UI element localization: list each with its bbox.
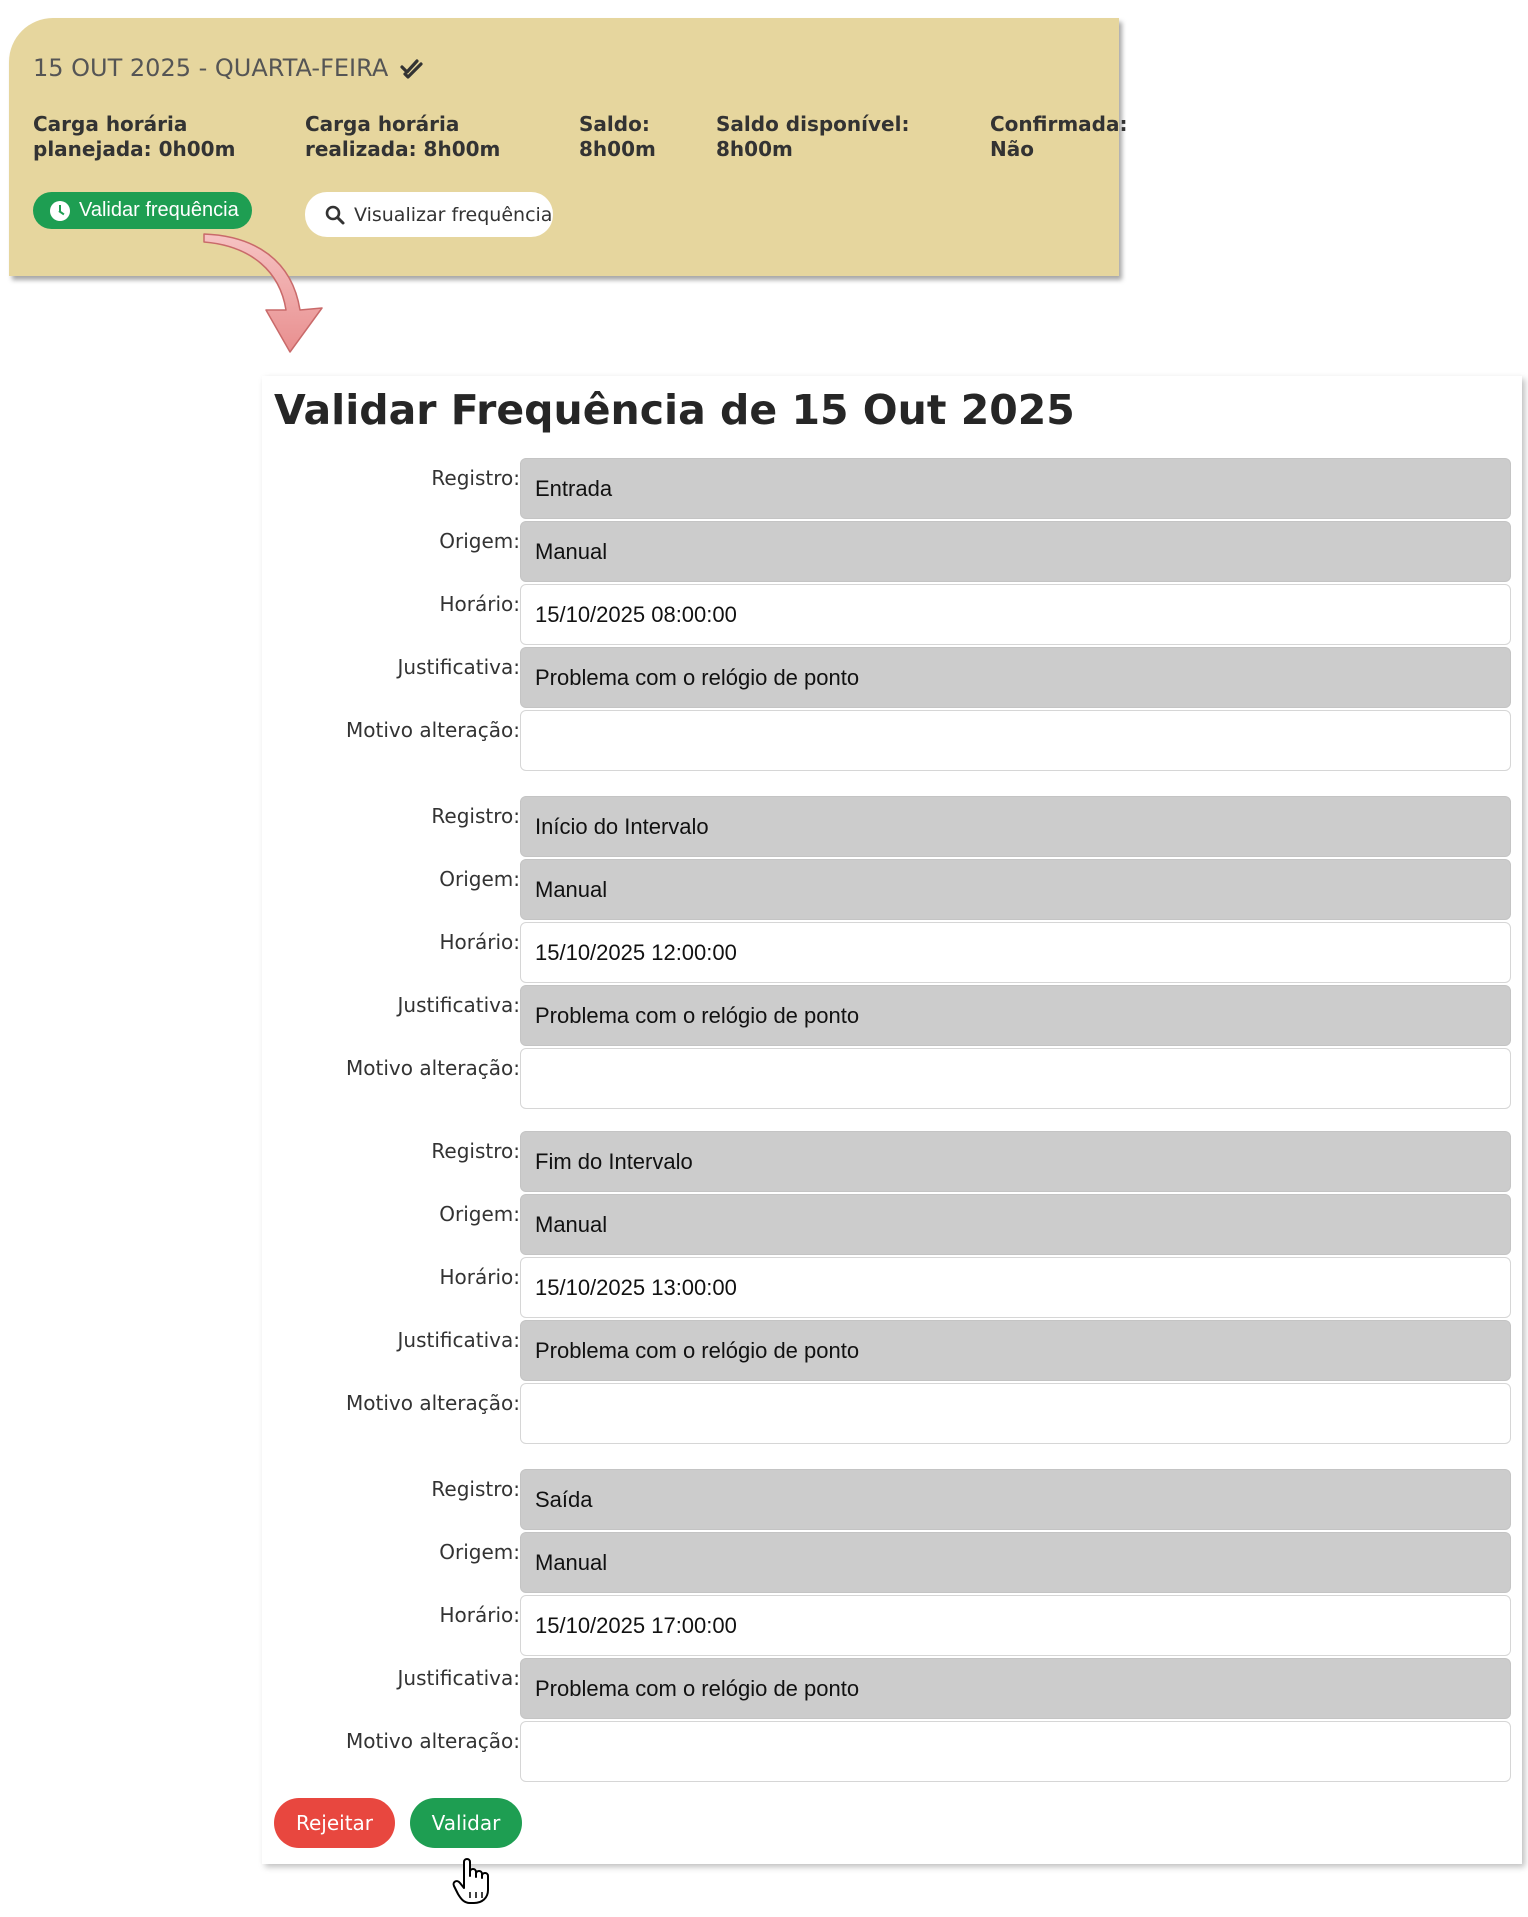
field-row-origem: [262, 859, 1522, 921]
field-label-origem: Origem:: [439, 867, 520, 891]
stat-confirmed: [990, 112, 1128, 162]
curved-arrow-icon: [200, 230, 330, 365]
horario-field[interactable]: 15/10/2025 08:00:00: [520, 584, 1511, 645]
hand-cursor-icon: [452, 1856, 494, 1906]
day-title-text: 15 OUT 2025 - QUARTA-FEIRA: [33, 54, 389, 82]
field-row-motivo: [262, 1383, 1522, 1445]
field-row-origem: [262, 1532, 1522, 1594]
field-row-horario: [262, 922, 1522, 984]
field-label-horario: Horário:: [439, 930, 520, 954]
field-row-justificativa: [262, 647, 1522, 709]
clock-icon: [50, 201, 70, 221]
field-label-justificativa: Justificativa:: [397, 655, 520, 679]
stat-available-balance: [716, 112, 909, 162]
view-frequency-button[interactable]: [305, 192, 553, 237]
field-row-motivo: [262, 1721, 1522, 1783]
justificativa-field: Problema com o relógio de ponto: [520, 1320, 1511, 1381]
stat-planned-value: planejada: 0h00m: [33, 137, 236, 161]
field-row-justificativa: [262, 1658, 1522, 1720]
registro-field: Saída: [520, 1469, 1511, 1530]
field-label-motivo: Motivo alteração:: [346, 1391, 520, 1415]
field-row-horario: [262, 584, 1522, 646]
horario-field[interactable]: 15/10/2025 12:00:00: [520, 922, 1511, 983]
origem-field: Manual: [520, 1194, 1511, 1255]
justificativa-field: Problema com o relógio de ponto: [520, 985, 1511, 1046]
field-row-registro: [262, 1131, 1522, 1193]
stat-planned-label: Carga horária: [33, 112, 188, 136]
horario-field[interactable]: 15/10/2025 17:00:00: [520, 1595, 1511, 1656]
field-label-motivo: Motivo alteração:: [346, 1056, 520, 1080]
field-label-origem: Origem:: [439, 1202, 520, 1226]
field-label-horario: Horário:: [439, 1603, 520, 1627]
view-frequency-label: Visualizar frequência: [354, 203, 553, 226]
day-card: [9, 18, 1128, 276]
field-label-horario: Horário:: [439, 1265, 520, 1289]
motivo-field[interactable]: [520, 1048, 1511, 1109]
motivo-field[interactable]: [520, 710, 1511, 771]
field-label-registro: Registro:: [431, 1139, 520, 1163]
stat-balance: [579, 112, 656, 162]
validate-button[interactable]: [410, 1798, 522, 1848]
stat-realized-value: realizada: 8h00m: [305, 137, 501, 161]
registro-field: Entrada: [520, 458, 1511, 519]
stat-confirmed-value: Não: [990, 137, 1034, 161]
validation-panel: [262, 376, 1522, 1864]
justificativa-field: Problema com o relógio de ponto: [520, 647, 1511, 708]
justificativa-field: Problema com o relógio de ponto: [520, 1658, 1511, 1719]
field-row-registro: [262, 796, 1522, 858]
field-row-motivo: [262, 1048, 1522, 1110]
stat-realized-hours: [305, 112, 500, 162]
day-title: [33, 54, 424, 82]
field-label-registro: Registro:: [431, 466, 520, 490]
field-row-motivo: [262, 710, 1522, 772]
motivo-field[interactable]: [520, 1383, 1511, 1444]
field-label-origem: Origem:: [439, 529, 520, 553]
registro-field: Fim do Intervalo: [520, 1131, 1511, 1192]
origem-field: Manual: [520, 1532, 1511, 1593]
validate-frequency-label: Validar frequência: [79, 199, 239, 221]
field-label-horario: Horário:: [439, 592, 520, 616]
search-icon: [324, 204, 346, 226]
field-label-justificativa: Justificativa:: [397, 1328, 520, 1352]
motivo-field[interactable]: [520, 1721, 1511, 1782]
field-row-origem: [262, 521, 1522, 583]
validate-frequency-button[interactable]: [33, 192, 252, 229]
field-row-horario: [262, 1595, 1522, 1657]
stat-balance-value: 8h00m: [579, 137, 656, 161]
field-label-justificativa: Justificativa:: [397, 993, 520, 1017]
field-row-justificativa: [262, 1320, 1522, 1382]
horario-field[interactable]: 15/10/2025 13:00:00: [520, 1257, 1511, 1318]
validate-label: Validar: [431, 1811, 501, 1835]
field-label-registro: Registro:: [431, 804, 520, 828]
field-row-registro: [262, 1469, 1522, 1531]
origem-field: Manual: [520, 521, 1511, 582]
reject-button[interactable]: [274, 1798, 395, 1848]
stat-balance-label: Saldo:: [579, 112, 650, 136]
stat-confirmed-label: Confirmada:: [990, 112, 1128, 136]
stat-planned-hours: [33, 112, 235, 162]
registro-field: Início do Intervalo: [520, 796, 1511, 857]
field-row-justificativa: [262, 985, 1522, 1047]
field-label-registro: Registro:: [431, 1477, 520, 1501]
field-label-origem: Origem:: [439, 1540, 520, 1564]
field-row-horario: [262, 1257, 1522, 1319]
stat-realized-label: Carga horária: [305, 112, 460, 136]
origem-field: Manual: [520, 859, 1511, 920]
stat-available-value: 8h00m: [716, 137, 793, 161]
field-row-registro: [262, 458, 1522, 520]
field-label-justificativa: Justificativa:: [397, 1666, 520, 1690]
field-label-motivo: Motivo alteração:: [346, 1729, 520, 1753]
panel-title: Validar Frequência de 15 Out 2025: [274, 386, 1075, 434]
double-check-icon: [400, 57, 424, 79]
stat-available-label: Saldo disponível:: [716, 112, 910, 136]
field-row-origem: [262, 1194, 1522, 1256]
reject-label: Rejeitar: [295, 1811, 374, 1835]
field-label-motivo: Motivo alteração:: [346, 718, 520, 742]
